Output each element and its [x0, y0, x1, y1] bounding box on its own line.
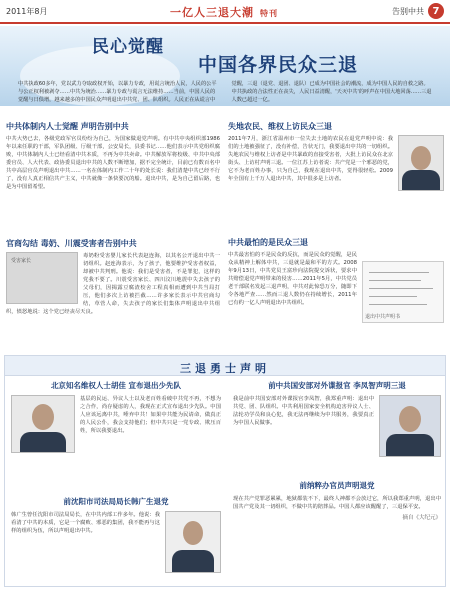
- series-name: 一亿人三退大潮: [170, 6, 254, 19]
- section-name: 告别中共: [392, 7, 424, 16]
- portrait-photo: [165, 511, 221, 573]
- article-victims: [6, 239, 220, 316]
- statement-headline: 前沈阳市司法局局长韩广生退党: [63, 497, 169, 506]
- page-number: 7: [428, 3, 444, 19]
- portrait-photo: [398, 135, 444, 191]
- article-headline: 失地农民、维权上访民众三退: [228, 122, 332, 131]
- statement-body: 基层的民运、异议人士以及老百姓看破中共党不再，不想为之合作，尚存疑虑的人，我现在正式宣布退出少先队。中国人应该远离中共，唾弃中共！如果中共能为民请命，做真正的人民公仆，我会支持他们；但中共只是一党专政、欺压百姓，所以我要退出。: [80, 396, 221, 434]
- article-headline: 中共最怕的是民众三退: [228, 238, 308, 247]
- article-headline: 官商勾结 毒奶、川震受害者告别中共: [6, 239, 137, 248]
- article-fear: [228, 238, 444, 326]
- issue-date: 2011年8月: [6, 7, 48, 16]
- scan-line: [369, 296, 417, 297]
- portrait-photo: [379, 395, 441, 457]
- statement-li-fengzhi: [233, 380, 441, 460]
- document-scan: [362, 261, 444, 323]
- statement-source: 摘自《大纪元》: [402, 515, 441, 521]
- feature-intro: 中共执政60多年，党以武力夺取政权开始，以暴力专政，用谎言统治人民，人民的公平与公正权利被剥夺……中共为统治……暴力专政与谎言无法维持……当前，中国人民的觉醒与日俱增，越来越多的中国民众声明退出中共党、团、队组织。人民正在从谎言中觉醒，三退（退党、退团、退队）已成为中国社会的潮流，成为中国人民的自救之路。中共执政的合法性正在丧失，人民日益清醒，'天灭中共'的呼声在中国大地回荡……三退人数已超过一亿。: [18, 81, 432, 103]
- scan-line: [369, 272, 429, 273]
- person-torso: [402, 170, 440, 190]
- article-body: 毒奶粉受害婴儿家长代表赵连海，以其名公开退出中共一切组织。赵连海表示，为了孩子，他要维护受害者权益，却被中共判刑。他说：我们是受害者，不是罪犯，这样的党我不要了。川震受害家长、四川汶川地震中失去孩子的父母们，因揭露豆腐渣校舍工程真相而遭到中共当局打压，他们多次上访被拦截……许多家长表示中共官商勾结，草菅人命，失去孩子的家长们集体声明退出中共组织，愤怒地说：这个党已经丧尽天良。: [6, 253, 220, 315]
- person-head: [183, 521, 203, 545]
- scan-line: [369, 304, 427, 305]
- news-photo: [6, 252, 78, 304]
- portrait-photo: [11, 395, 75, 453]
- statement-body: 韩广生曾任沈阳市司法局局长，在中共内部工作多年。他说：我看清了中共的本质，它是一个腐败、邪恶的集团，我不能再与这样的组织为伍，所以声明退出中共。: [11, 512, 160, 534]
- person-torso: [386, 434, 434, 456]
- article-insiders: [6, 122, 220, 191]
- feature-subtitle: 中国各界民众三退: [198, 54, 359, 76]
- statement-body: 我是前中共国安部对外谍报官李凤智，我郑重声明：退出中共党、团、队组织。中共利用国家安全机构迫害异议人士、法轮功学员和良心犯，我无法再继续为中共服务，我要真正为中国人民做事。: [233, 396, 374, 426]
- article-body: 中共最害怕的不是民众的反抗，而是民众的觉醒，是民众从精神上解体中共，三退就是最和平的方式。2008年9月13日，中共党员王富珍向法院提交诉状，要求中共赔偿退党声明带来的侵害……2011年5月，中共党员老干部联名发起三退声明，中共对此惊恐万分，随即下令各地严查……然而三退人数仍在持续增长，2011年已有约一亿人声明退出中共组织。: [228, 252, 357, 306]
- photo-label: 受害家长: [11, 258, 32, 264]
- statement-hu-jia: [11, 380, 221, 456]
- statement-body: 现在共产党罪恶累累，地狱都装不下，最终人神都不会放过它，所以我郑重声明，退出中国共产党及其一切组织，不做中共的陪葬品。中国人都应该醒醒了，三退保平安。: [233, 496, 441, 510]
- statement-headline: 前中共国安部对外谍报官 李凤智声明三退: [268, 381, 406, 390]
- statement-headline: 北京知名维权人士胡佳 宣布退出少先队: [50, 381, 182, 390]
- scan-line: [369, 280, 421, 281]
- statements-box: [4, 355, 446, 587]
- person-torso: [172, 550, 214, 572]
- statement-headline: 前纳粹办官员声明退党: [299, 481, 375, 490]
- statement-former-official: [233, 480, 441, 521]
- feature-title: 民心觉醒: [92, 37, 164, 57]
- person-torso: [20, 432, 66, 452]
- article-headline: 中共体制内人士觉醒 声明告别中共: [6, 122, 129, 131]
- statements-header: [5, 356, 445, 376]
- feature-banner: [0, 26, 450, 106]
- scan-caption: 退出中共声明书: [365, 314, 401, 320]
- person-head: [411, 146, 431, 170]
- article-body: 中共大势已去，各级党政军官员纷纷为自己，为国家做退党声明。有中共中央组织部1986年以来任职的干部，军队团级、厅级干部，公安局长，县委书记……他们表示中共党组织腐败，中共体制内人士已经看清中共本质，不再为中共卖命。中共解放军将校级、中共中央部委官员、人大代表、政协委员退出中共的人数不断增加，据不完全统计，目前已有数百名中共中高层官员声明退出中共……一名在体制内工作二十年的处长说：我们清楚中共已经不行了，没有人真正相信共产主义，中共就像一条快要沉的船。退出中共，是为自己留后路，也是为中国留希望。: [6, 136, 220, 190]
- page-header: [0, 0, 450, 24]
- special-issue-label: 特刊: [260, 8, 278, 18]
- scan-line: [369, 288, 433, 289]
- person-head: [32, 404, 54, 430]
- statements-title: 三退勇士声明: [180, 362, 270, 375]
- article-petitioners: [228, 122, 444, 194]
- article-body: 2011年7月，浙江省温州市一位失去土地的农民在退党声明中说：我们的土地被强征了，没有补偿，告状无门，我要退出中共的一切组织。失地农民与维权上访者是中共暴政的直接受害者，大批上访民众在北京街头、上访村声明三退。一位江苏上访者说：共产党是一个邪恶的党，它不为老百姓办事，只为自己，我现在退出中共，觉得很轻松。2009年全国有上千万人退出中共，其中很多是上访者。: [228, 136, 393, 182]
- statement-han-guangsheng: [11, 496, 221, 576]
- person-head: [399, 406, 421, 432]
- series-title: [170, 4, 278, 20]
